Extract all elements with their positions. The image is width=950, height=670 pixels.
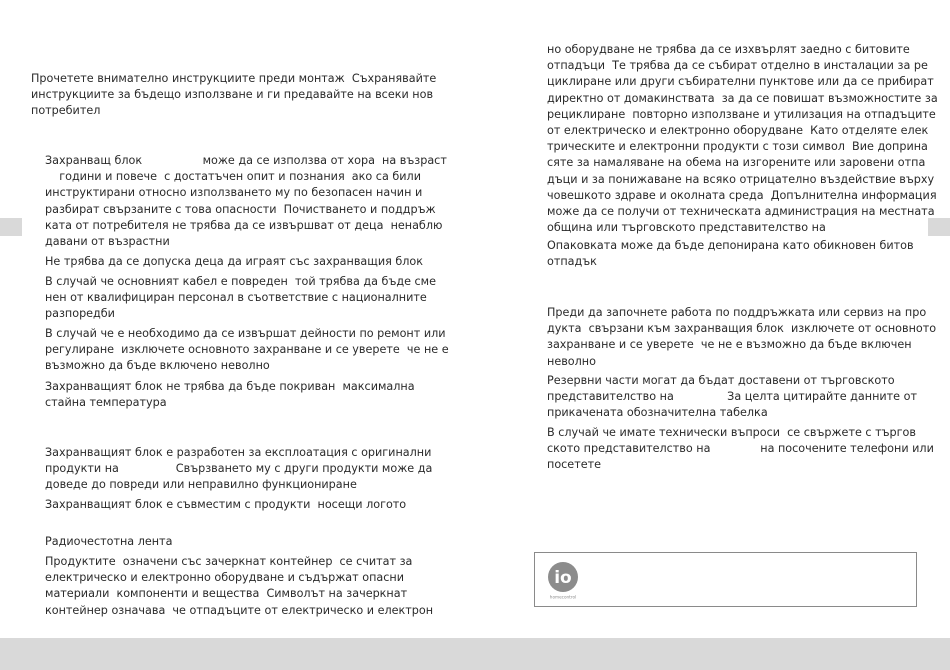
- logo-text: io: [554, 568, 572, 588]
- service-item-1: Преди да започнете работа по поддръжката или сервиз на про дукта свързани към захранващия блок изключете от основното захранване и се уверете че не е възможно да бъде включен неволно: [547, 306, 937, 368]
- service-item-3: В случай че имате технически въпроси се свържете с търгов ското представителство на на посочените телефони или посетете: [547, 426, 934, 472]
- footer-bar: [0, 638, 950, 670]
- safety-item-1: Захранващ блок може да се използва от хора на възраст години и повече с достатъчен опит и познания ако са били инструктирани относно използването му по безопасен начин и разбират свързаните с това опасности Почистването и поддръж ката от потребителя не трябва да се извършват от деца ненаблю давани от възрастни: [45, 154, 447, 249]
- radio-heading: Радиочестотна лента: [45, 535, 173, 548]
- usage-item-2: Захранващият блок е съвместим с продукти носещи логото: [45, 498, 407, 511]
- safety-item-3: В случай че основният кабел е повреден той трябва да бъде сме нен от квалифициран персонал в съответствие с националните разпоредби: [45, 275, 436, 321]
- packaging-paragraph: Опаковката може да бъде депонирана като обикновен битов отпадък: [547, 239, 914, 269]
- intro-paragraph: Прочетете внимателно инструкциите преди монтаж Съхранявайте инструкциите за бъдещо използване и ги предавайте на всеки нов потребител: [31, 72, 437, 118]
- usage-item-1: Захранващият блок е разработен за експлоатация с оригинални продукти на Свързването му с други продукти може да доведе до повреди или неправилно функциониране: [45, 446, 433, 492]
- service-item-2: Резервни части могат да бъдат доставени от търговското представителство на За целта цитирайте данните от прикачената обозначителна табелка: [547, 374, 917, 420]
- io-homecontrol-logo-icon: [544, 561, 582, 601]
- safety-item-5: Захранващият блок не трябва да бъде покриван максимална стайна температура: [45, 380, 415, 410]
- logo-caption: homecontrol: [549, 594, 577, 600]
- logo-box: [534, 552, 917, 607]
- weee-paragraph: Продуктите означени със зачеркнат контейнер се считат за електрическо и електронно оборудване и съдържат опасни материали компоненти и вещества Символът на зачеркнат контейнер означава че отпадъците от електрическо и електрон: [45, 555, 434, 617]
- weee-continuation: но оборудване не трябва да се изхвърлят заедно с битовите отпадъци Те трябва да се събират отделно в инсталации за ре циклиране или други събирателни пунктове или да се прибират директно от домакинствата за да се повишат възможностите за рециклиране повторно използване и утилизация на отпадъците от електрическо и електронно оборудване Като отделяте елек трическите и електронни продукти с този символ Вие доприна сяте за намаляване на обема на изгорените или заровени отпа дъци и за понижаване на всяко отрицателно въздействие върху човешкото здраве и околната среда Допълнителна информация може да се получи от техническата администрация на местната община или търговското представителство на: [547, 43, 938, 235]
- safety-item-2: Не трябва да се допуска деца да играят със захранващия блок: [45, 255, 424, 268]
- safety-item-4: В случай че е необходимо да се извършат дейности по ремонт или регулиране изключете основното захранване и се уверете че не е възможно да бъде включено неволно: [45, 327, 449, 373]
